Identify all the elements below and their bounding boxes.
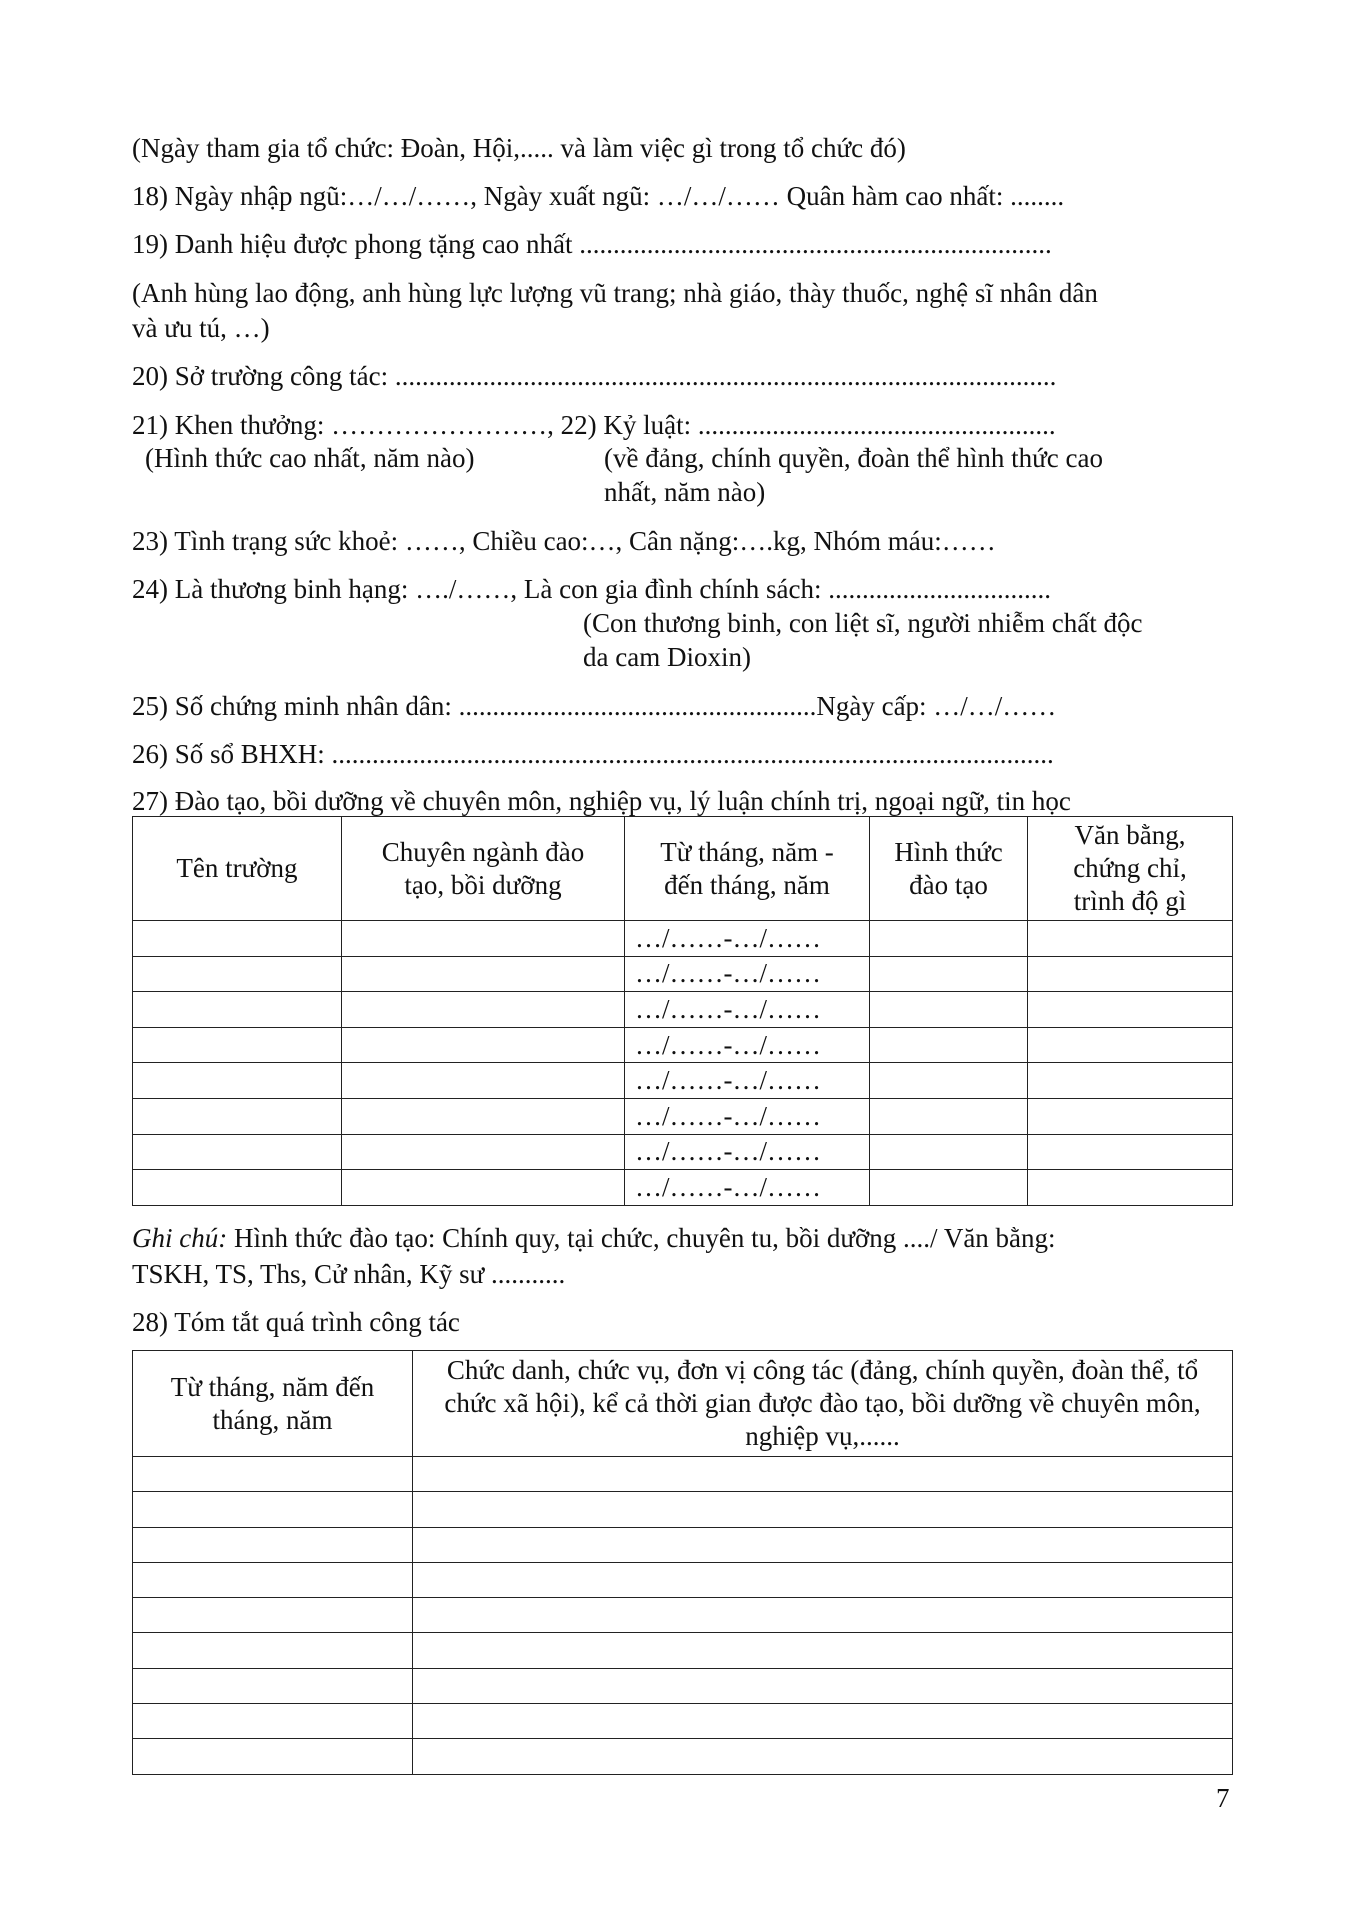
header-degree: Văn bằng, chứng chỉ, trình độ gì xyxy=(1028,817,1233,921)
training-cell: …/……-…/…… xyxy=(625,1170,870,1206)
training-table-row xyxy=(133,1170,1233,1206)
training-cell xyxy=(133,1063,342,1099)
header-work-period: Từ tháng, năm đến tháng, năm xyxy=(133,1351,413,1457)
training-cell xyxy=(870,1063,1028,1099)
training-cell: …/……-…/…… xyxy=(625,956,870,992)
training-cell xyxy=(1028,992,1233,1028)
work-cell xyxy=(413,1562,1233,1597)
training-cell xyxy=(1028,921,1233,957)
training-cell xyxy=(133,1134,342,1170)
training-cell xyxy=(342,956,625,992)
training-cell xyxy=(870,992,1028,1028)
work-table-row xyxy=(133,1598,1233,1633)
work-table-row xyxy=(133,1633,1233,1668)
work-cell xyxy=(133,1668,413,1703)
line-19-note-a: (Anh hùng lao động, anh hùng lực lượng vũ trang; nhà giáo, thày thuốc, nghệ sĩ nhân dân xyxy=(132,278,1098,308)
training-cell xyxy=(133,1027,342,1063)
work-table-header-row xyxy=(133,1351,1233,1457)
training-cell: …/……-…/…… xyxy=(625,992,870,1028)
training-cell: …/……-…/…… xyxy=(625,1063,870,1099)
training-cell xyxy=(342,1170,625,1206)
page-number: 7 xyxy=(1216,1783,1230,1813)
training-cell: …/……-…/…… xyxy=(625,921,870,957)
training-cell xyxy=(870,921,1028,957)
note-text-a: Hình thức đào tạo: Chính quy, tại chức, chuyên tu, bồi dưỡng ..../ Văn bằng: xyxy=(227,1223,1056,1253)
training-cell xyxy=(133,1098,342,1134)
work-cell xyxy=(413,1598,1233,1633)
work-cell xyxy=(413,1739,1233,1774)
line-28-work-history: 28) Tóm tắt quá trình công tác xyxy=(132,1307,460,1337)
training-table-row xyxy=(133,1063,1233,1099)
work-table-row xyxy=(133,1668,1233,1703)
line-27-training: 27) Đào tạo, bồi dưỡng về chuyên môn, nghiệp vụ, lý luận chính trị, ngoại ngữ, tin học xyxy=(132,786,1071,816)
header-training-form: Hình thức đào tạo xyxy=(870,817,1028,921)
work-table-row xyxy=(133,1562,1233,1597)
training-cell xyxy=(870,1027,1028,1063)
work-cell xyxy=(413,1492,1233,1527)
training-cell xyxy=(342,1098,625,1134)
training-cell xyxy=(342,921,625,957)
training-note-line-a xyxy=(132,1221,1056,1255)
work-table-row xyxy=(133,1739,1233,1774)
line-23-health: 23) Tình trạng sức khoẻ: ……, Chiều cao:…, Cân nặng:….kg, Nhóm máu:…… xyxy=(132,526,996,556)
line-18-military: 18) Ngày nhập ngũ:…/…/……, Ngày xuất ngũ: …/…/…… Quân hàm cao nhất: ........ xyxy=(132,181,1065,211)
line-22-note-b: nhất, năm nào) xyxy=(604,477,766,507)
training-table-row xyxy=(133,1027,1233,1063)
training-cell xyxy=(1028,956,1233,992)
training-table-row xyxy=(133,1134,1233,1170)
work-table-row xyxy=(133,1527,1233,1562)
training-table-row xyxy=(133,956,1233,992)
note-label: Ghi chú: xyxy=(132,1223,228,1253)
training-table-row xyxy=(133,921,1233,957)
work-cell xyxy=(133,1704,413,1739)
training-cell xyxy=(1028,1170,1233,1206)
header-period: Từ tháng, năm - đến tháng, năm xyxy=(625,817,870,921)
work-table-row xyxy=(133,1457,1233,1492)
training-cell xyxy=(870,1134,1028,1170)
line-19-honor-title: 19) Danh hiệu được phong tặng cao nhất ...................................................................... xyxy=(132,229,1052,259)
work-cell xyxy=(413,1704,1233,1739)
work-cell xyxy=(133,1457,413,1492)
line-17-note: (Ngày tham gia tổ chức: Đoàn, Hội,..... và làm việc gì trong tổ chức đó) xyxy=(132,133,906,163)
training-cell xyxy=(342,1063,625,1099)
training-cell: …/……-…/…… xyxy=(625,1027,870,1063)
work-cell xyxy=(133,1562,413,1597)
line-26-social-insurance: 26) Số sổ BHXH: ........................................................................................................... xyxy=(132,739,1054,769)
training-cell xyxy=(342,1134,625,1170)
training-table-header-row xyxy=(133,817,1233,921)
line-24-policy: 24) Là thương binh hạng: …./……, Là con gia đình chính sách: ................................. xyxy=(132,574,1052,604)
training-table-row xyxy=(133,992,1233,1028)
header-work-description: Chức danh, chức vụ, đơn vị công tác (đảng, chính quyền, đoàn thể, tổ chức xã hội), kể cả thời gian được đào tạo, bồi dưỡng về chuyên môn, nghiệp vụ,...... xyxy=(413,1351,1233,1457)
work-cell xyxy=(413,1633,1233,1668)
training-cell xyxy=(342,1027,625,1063)
training-cell: …/……-…/…… xyxy=(625,1134,870,1170)
training-note-line-b: TSKH, TS, Ths, Cử nhân, Kỹ sư ........... xyxy=(132,1259,566,1289)
training-table xyxy=(132,816,1233,1206)
training-cell xyxy=(342,992,625,1028)
line-22-note-a: (về đảng, chính quyền, đoàn thể hình thức cao xyxy=(604,443,1103,473)
training-cell xyxy=(1028,1134,1233,1170)
training-cell xyxy=(870,956,1028,992)
training-table-row xyxy=(133,1098,1233,1134)
training-cell xyxy=(870,1098,1028,1134)
header-school-name: Tên trường xyxy=(133,817,342,921)
training-cell xyxy=(1028,1098,1233,1134)
line-25-id-number: 25) Số chứng minh nhân dân: .....................................................Ngày cấp: …/…/…… xyxy=(132,691,1057,721)
line-24-note-a: (Con thương binh, con liệt sĩ, người nhiễm chất độc xyxy=(583,608,1143,638)
training-cell xyxy=(133,992,342,1028)
training-cell xyxy=(133,921,342,957)
training-cell: …/……-…/…… xyxy=(625,1098,870,1134)
training-cell xyxy=(133,1170,342,1206)
work-cell xyxy=(413,1527,1233,1562)
work-table-row xyxy=(133,1492,1233,1527)
training-cell xyxy=(870,1170,1028,1206)
work-cell xyxy=(413,1668,1233,1703)
training-cell xyxy=(1028,1027,1233,1063)
line-24-note-b: da cam Dioxin) xyxy=(583,642,751,672)
training-cell xyxy=(133,956,342,992)
work-cell xyxy=(133,1492,413,1527)
header-major: Chuyên ngành đào tạo, bồi dưỡng xyxy=(342,817,625,921)
training-cell xyxy=(1028,1063,1233,1099)
line-21-22-rewards-discipline: 21) Khen thưởng: ……………………, 22) Kỷ luật: ..................................................... xyxy=(132,410,1056,440)
work-table-row xyxy=(133,1704,1233,1739)
work-cell xyxy=(133,1527,413,1562)
work-cell xyxy=(133,1633,413,1668)
line-19-note-b: và ưu tú, …) xyxy=(132,313,270,343)
work-cell xyxy=(133,1739,413,1774)
work-cell xyxy=(413,1457,1233,1492)
work-cell xyxy=(133,1598,413,1633)
line-21-note: (Hình thức cao nhất, năm nào) xyxy=(145,443,475,473)
work-history-table xyxy=(132,1350,1233,1775)
line-20-strengths: 20) Sở trường công tác: .................................................................................................. xyxy=(132,361,1057,391)
